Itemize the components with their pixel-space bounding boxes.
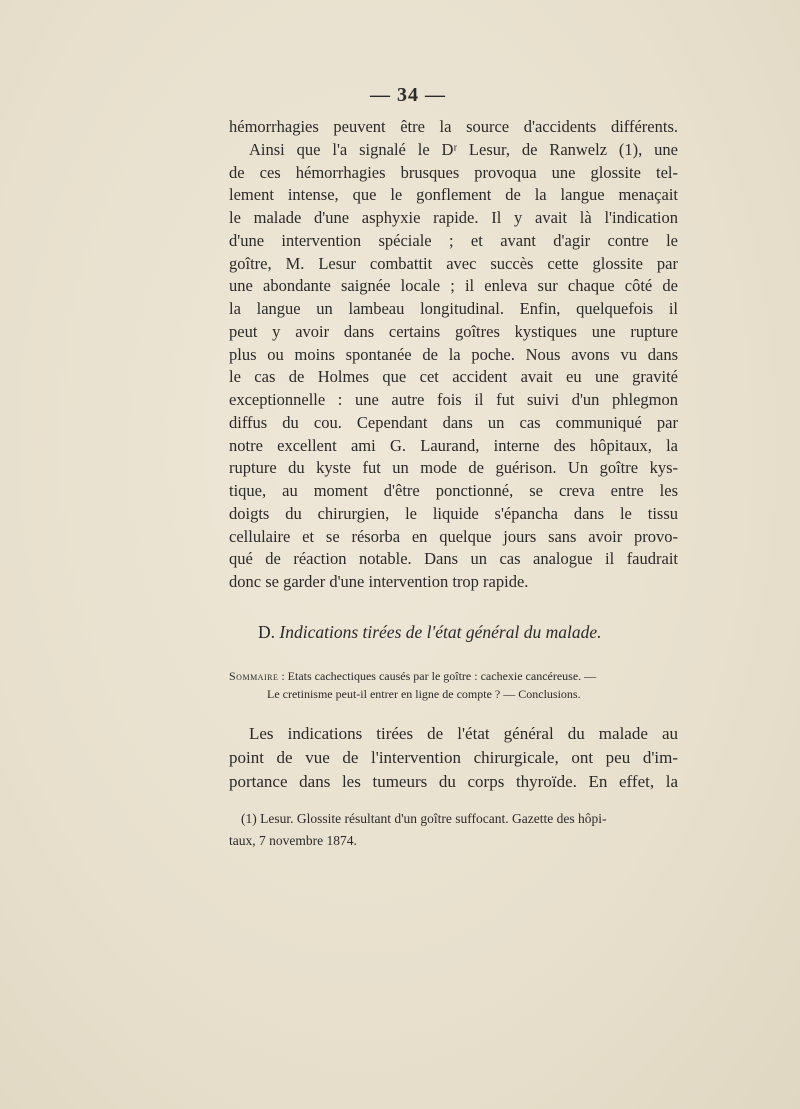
section-label: D.	[258, 622, 276, 642]
text-line: donc se garder d'une intervention trop rapide.	[229, 572, 529, 591]
text-line: portance dans les tumeurs du corps thyroïde. En effet, la	[229, 772, 678, 791]
text-line: Les indications tirées de l'état général du malade au	[249, 724, 678, 743]
page-number: — 34 —	[370, 84, 446, 106]
text-line: une abondante saignée locale ; il enleva sur chaque côté de	[229, 276, 678, 296]
text-line: rupture du kyste fut un mode de guérison. Un goître kys-	[229, 458, 678, 478]
text-line: exceptionnelle : une autre fois il fut suivi d'un phlegmon	[229, 390, 678, 409]
text-line: tique, au moment d'être ponctionné, se creva entre les	[229, 481, 678, 500]
summary-line: Le cretinisme peut-il entrer en ligne de compte ? — Conclusions.	[267, 687, 581, 701]
footnote-line: (1) Lesur. Glossite résultant d'un goître suffocant. Gazette des hôpi-	[241, 811, 607, 826]
footnote	[229, 808, 678, 852]
text-line: notre excellent ami G. Laurand, interne des hôpitaux, la	[229, 435, 678, 455]
footnote-line: taux, 7 novembre 1874.	[229, 833, 357, 848]
text-line: la langue un lambeau longitudinal. Enfin, quelquefois il	[229, 299, 678, 318]
text-line: de ces hémorrhagies brusques provoqua une glossite tel-	[229, 162, 678, 182]
text-line: cellulaire et se résorba en quelque jours sans avoir provo-	[229, 526, 678, 546]
text-line: Ainsi que l'a signalé le Dʳ Lesur, de Ranwelz (1), une	[249, 139, 678, 159]
text-line: plus ou moins spontanée de la poche. Nous avons vu dans	[229, 344, 678, 364]
paragraph-2	[229, 722, 678, 794]
text-line: point de vue de l'intervention chirurgicale, ont peu d'im-	[229, 748, 678, 767]
text-line: goître, M. Lesur combattit avec succès cette glossite par	[229, 253, 678, 273]
text-line: le cas de Holmes que cet accident avait eu une gravité	[229, 367, 678, 387]
text-line: doigts du chirurgien, le liquide s'épancha dans le tissu	[229, 503, 678, 523]
text-line: d'une intervention spéciale ; et avant d'agir contre le	[229, 230, 678, 250]
summary-line	[229, 667, 678, 685]
summary-text: : Etats cachectiques causés par le goître : cachexie cancéreuse. —	[278, 669, 597, 683]
paragraph-1	[229, 116, 678, 594]
summary-lead: Sommaire	[229, 669, 279, 683]
section-summary	[229, 667, 678, 703]
text-line: hémorrhagies peuvent être la source d'accidents différents.	[229, 117, 678, 136]
text-line: le malade d'une asphyxie rapide. Il y avait là l'indication	[229, 208, 678, 227]
text-line: qué de réaction notable. Dans un cas analogue il faudrait	[229, 549, 678, 569]
section-heading	[258, 622, 601, 643]
section-title: Indications tirées de l'état général du malade.	[279, 622, 602, 642]
text-line: diffus du cou. Cependant dans un cas communiqué par	[229, 412, 678, 432]
text-line: lement intense, que le gonflement de la langue menaçait	[229, 185, 678, 205]
text-line: peut y avoir dans certains goîtres kystiques une rupture	[229, 321, 678, 341]
